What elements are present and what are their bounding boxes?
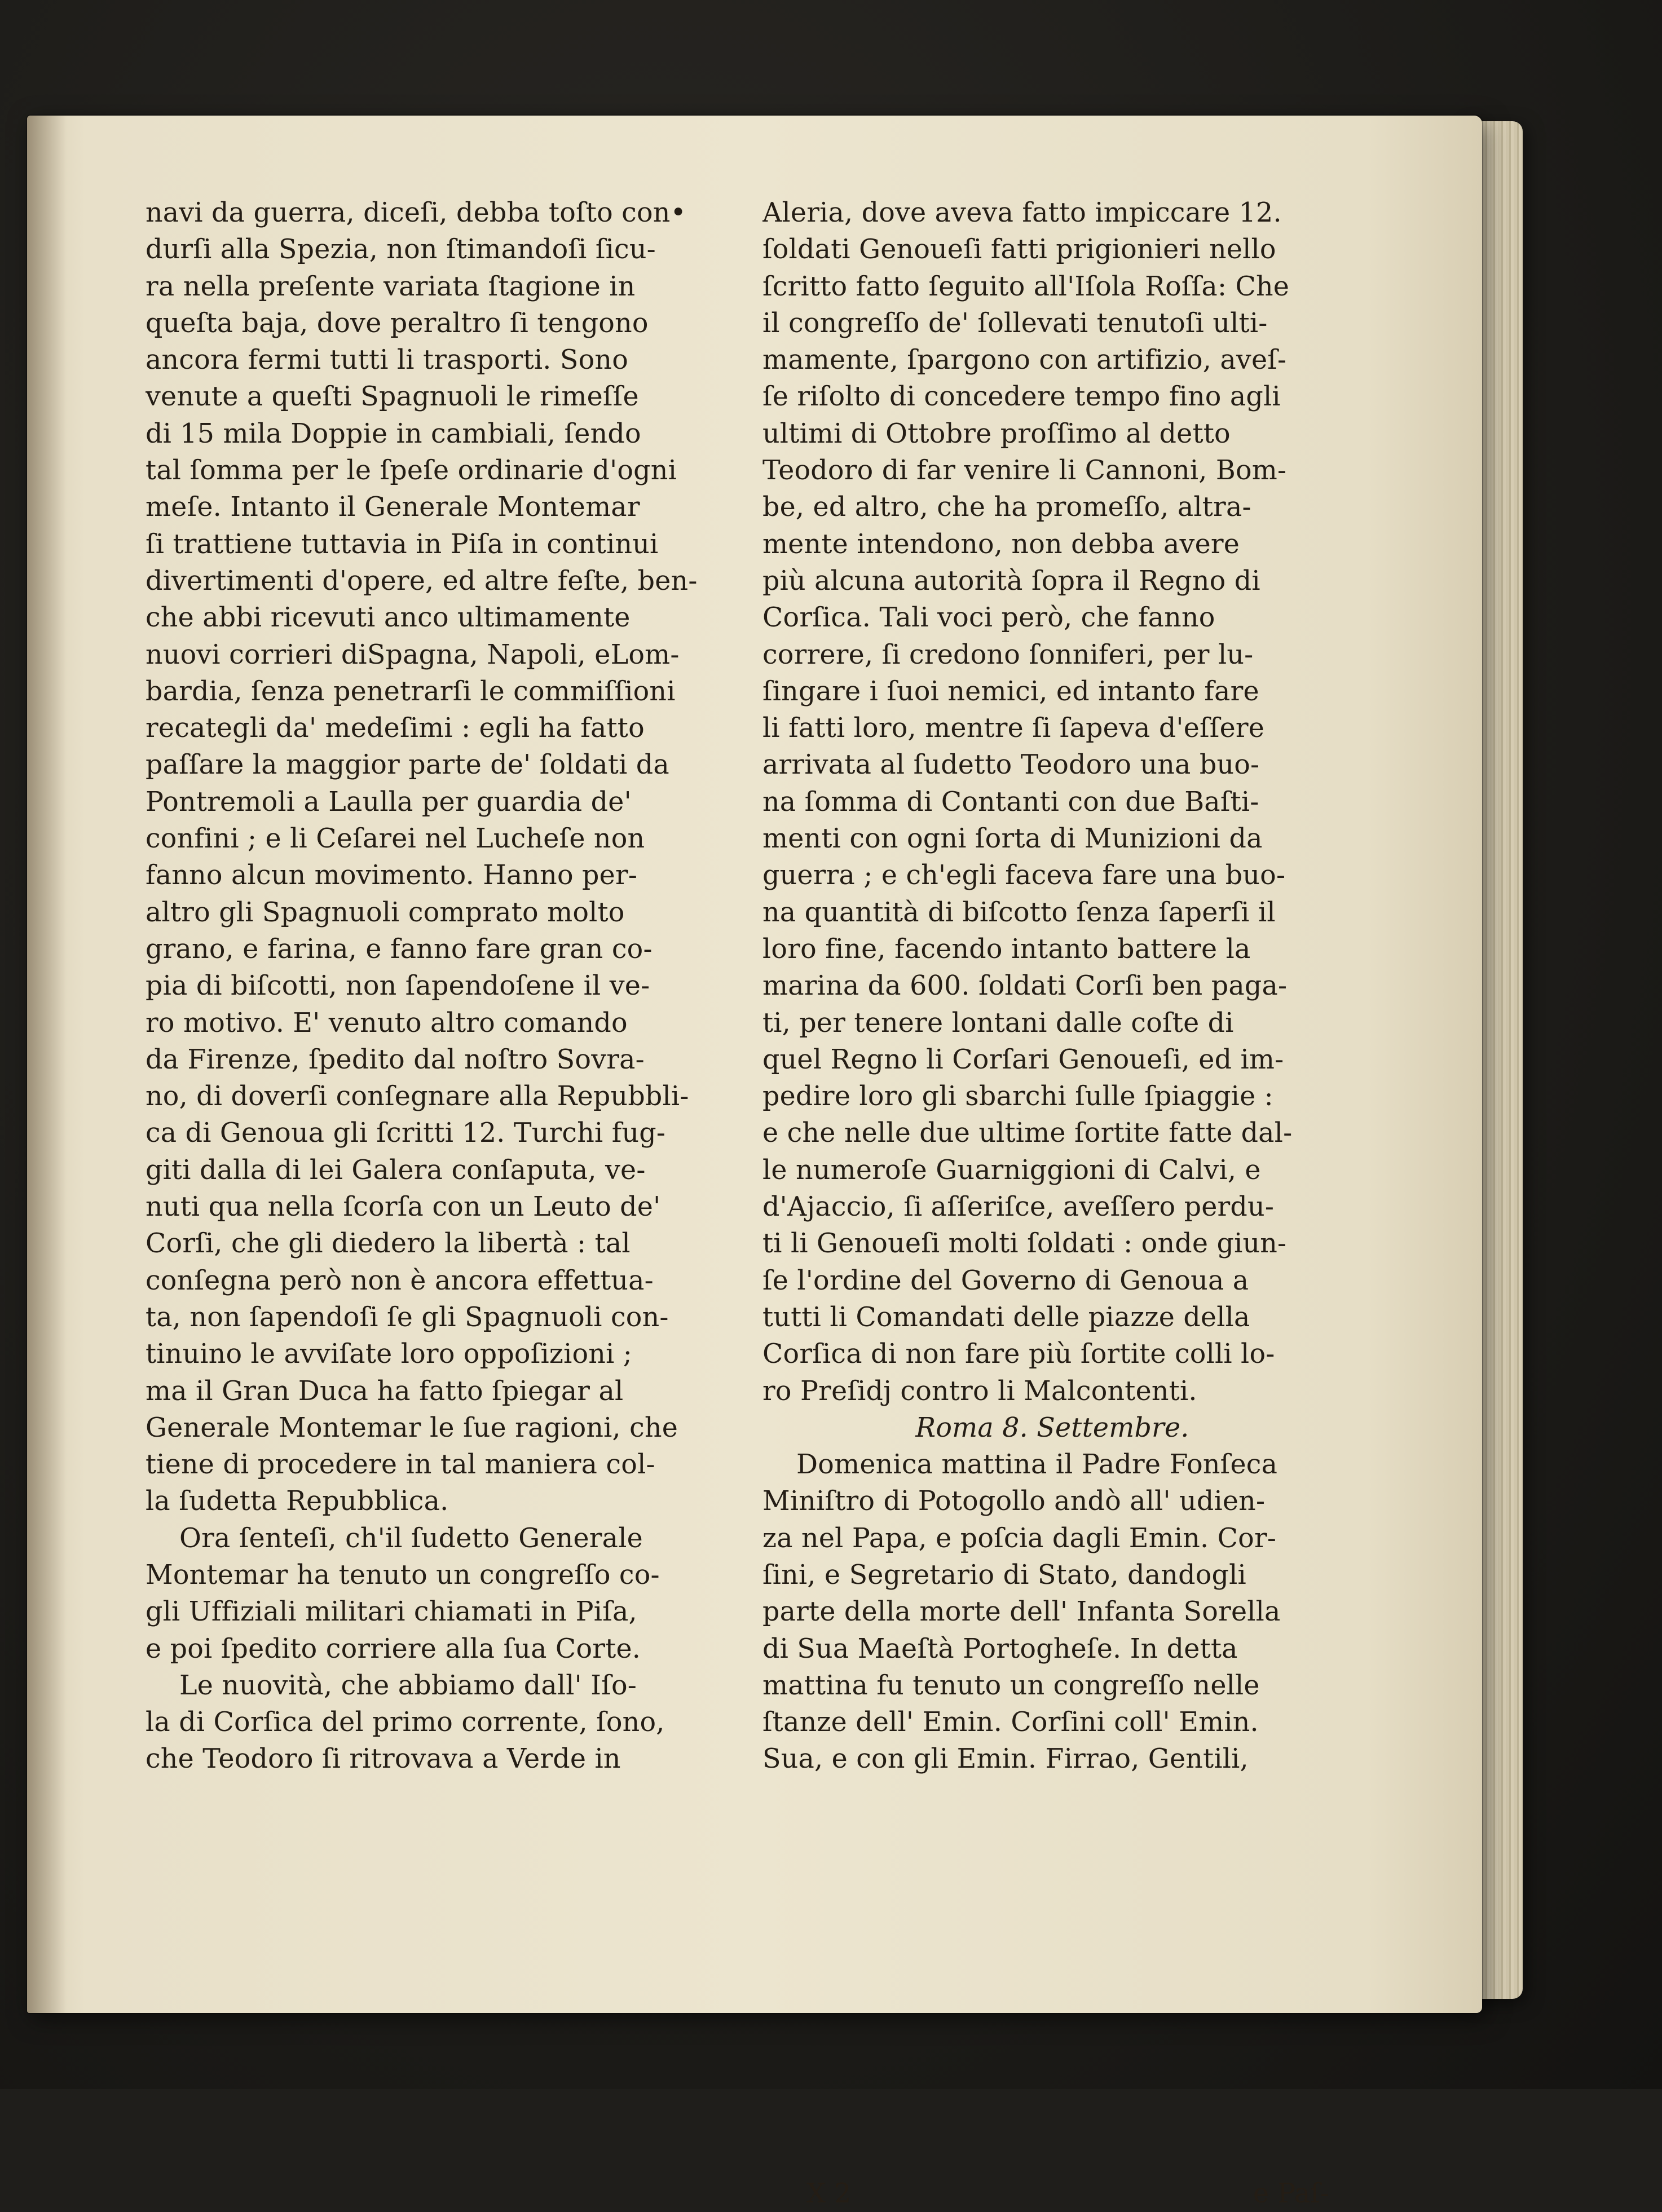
text-line: durſi alla Spezia, non ſtimandoſi ſicu- [146,234,656,266]
text-line: be, ed altro, che ha promeſſo, altra- [762,492,1251,523]
text-line: correre, ſi credono ſonniferi, per lu- [762,639,1254,670]
text-line: conſegna però non è ancora effettua- [146,1265,654,1296]
text-line: na ſomma di Contanti con due Baſti- [762,786,1259,818]
text-line: da Firenze, ſpedito dal noſtro Sovra- [146,1044,645,1075]
text-line: gli Uffiziali militari chiamati in Piſa, [146,1596,637,1628]
text-line: bardia, ſenza penetrarſi le commiſſioni [146,675,676,707]
text-line: Teodoro di far venire li Cannoni, Bom- [762,455,1287,487]
text-line: meſe. Intanto il Generale Montemar [146,492,640,523]
text-line: confini ; e li Ceſarei nel Lucheſe non [146,823,645,855]
text-line: e che nelle due ultime ſortite fatte dal- [762,1118,1293,1149]
text-line: tinuino le avviſate loro oppoſizioni ; [146,1339,632,1370]
text-line: ma il Gran Duca ha fatto ſpiegar al [146,1375,624,1407]
text-line: arrivata al ſudetto Teodoro una buo- [762,749,1260,781]
text-line: za nel Papa, e poſcia dagli Emin. Cor- [762,1522,1277,1554]
text-line: ca di Genoua gli ſcritti 12. Turchi fug- [146,1118,666,1149]
text-line: tal ſomma per le ſpeſe ordinarie d'ogni [146,455,677,487]
right-column [762,195,1342,1778]
text-line: parte della morte dell' Infanta Sorella [762,1596,1281,1628]
text-line: d'Ajaccio, ſi aſſeriſce, aveſſero perdu- [762,1191,1275,1223]
text-line: giti dalla di lei Galera conſaputa, ve- [146,1154,646,1186]
text-line: ro Preſidj contro li Malcontenti. [762,1375,1197,1407]
text-line: Ora ſenteſi, ch'il ſudetto Generale [179,1522,643,1554]
text-line: grano, e farina, e fanno fare gran co- [146,933,653,965]
text-line: ra nella preſente variata ſtagione in [146,271,636,302]
text-line: no, di doverſi conſegnare alla Repubbli- [146,1081,689,1112]
text-line: e poi ſpedito corriere alla ſua Corte. [146,1633,641,1664]
text-line: la di Corſica del primo corrente, ſono, [146,1707,665,1738]
left-column [146,195,732,1778]
text-line: Roma 8. Settembre. [915,1412,1189,1443]
text-line: ti li Genoueſi molti ſoldati : onde giun- [762,1228,1287,1260]
text-line: ancora fermi tutti li trasporti. Sono [146,345,628,376]
text-line: mamente, ſpargono con artifizio, aveſ- [762,345,1287,376]
text-line: ſoldati Genoueſi fatti prigionieri nello [762,234,1276,266]
text-line: di Sua Maeſtà Portogheſe. In detta [762,1633,1238,1664]
text-line: mattina fu tenuto un congreſſo nelle [762,1670,1260,1701]
text-line: il congreſſo de' ſollevati tenutoſi ulti- [762,307,1268,339]
text-line: Aleria, dove aveva fatto impiccare 12. [762,197,1282,228]
text-line: ſcritto fatto ſeguito all'Iſola Roſſa: Che [762,271,1290,302]
text-line: Le nuovità, che abbiamo dall' Iſo- [179,1670,637,1701]
text-line: tiene di procedere in tal maniera col- [146,1449,655,1481]
text-line: tutti li Comandati delle piazze della [762,1301,1250,1333]
text-line: che abbi ricevuti anco ultimamente [146,602,631,634]
text-line: venute a queſti Spagnuoli le rimeſſe [146,381,639,413]
text-line: loro fine, facendo intanto battere la [762,933,1251,965]
text-line: nuti qua nella ſcorſa con un Leuto de' [146,1191,661,1223]
text-line: Pontremoli a Laulla per guardia de' [146,786,632,818]
text-line: menti con ogni ſorta di Munizioni da [762,823,1263,855]
text-line: la ſudetta Repubblica. [146,1486,449,1517]
text-line: queſta baja, dove peraltro ſi tengono [146,307,649,339]
text-line: li fatti loro, mentre ſi ſapeva d'eſſere [762,713,1265,744]
text-line: ultimi di Ottobre proſſimo al detto [762,418,1231,449]
text-line: ta, non ſapendoſi ſe gli Spagnuoli con- [146,1301,669,1333]
text-line: le numeroſe Guarniggioni di Calvi, e [762,1154,1261,1186]
text-line: ſe riſolto di concedere tempo fino agli [762,381,1281,413]
text-line: marina da 600. ſoldati Corſi ben paga- [762,970,1288,1002]
text-line: ſtanze dell' Emin. Corſini coll' Emin. [762,1707,1259,1738]
text-line: di 15 mila Doppie in cambiali, ſendo [146,418,641,449]
text-line: che Teodoro ſi ritrovava a Verde in [146,1743,621,1775]
text-line: ſi trattiene tuttavia in Piſa in continui [146,528,659,560]
text-line: Corſi, che gli diedero la libertà : tal [146,1228,631,1260]
text-line: pedire loro gli sbarchi ſulle ſpiaggie : [762,1081,1273,1112]
text-line: ti, per tenere lontani dalle coſte di [762,1007,1234,1039]
text-line: ſingare i ſuoi nemici, ed intanto fare [762,675,1259,707]
text-line: paſſare la maggior parte de' ſoldati da [146,749,669,781]
catchword: e Paſ- [1253,2178,1329,2209]
text-line: ſe l'ordine del Governo di Genoua a [762,1265,1249,1296]
text-line: pia di biſcotti, non ſapendoſene il ve- [146,970,650,1002]
text-line: ro motivo. E' venuto altro comando [146,1007,628,1039]
text-line: Miniſtro di Potogollo andò all' udien- [762,1486,1266,1517]
text-line: Domenica mattina il Padre Fonſeca [796,1449,1278,1481]
text-line: mente intendono, non debba avere [762,528,1240,560]
text-line: Corſica. Tali voci però, che fanno [762,602,1215,634]
spine-shadow [27,116,67,2013]
text-line: più alcuna autorità ſopra il Regno di [762,565,1260,597]
text-line: recategli da' medeſimi : egli ha fatto [146,713,645,744]
text-line: divertimenti d'opere, ed altre feſte, ben- [146,565,698,597]
text-line: ſini, e Segretario di Stato, dandogli [762,1559,1246,1591]
signature-mark: X 2 [806,2178,852,2209]
text-line: fanno alcun movimento. Hanno per- [146,860,638,891]
text-line: Corſica di non fare più ſortite colli lo- [762,1339,1275,1370]
text-line: guerra ; e ch'egli faceva fare una buo- [762,860,1286,891]
text-line: Sua, e con gli Emin. Firrao, Gentili, [762,1743,1249,1775]
text-line: navi da guerra, diceſi, debba toſto con• [146,197,686,228]
text-line: Generale Montemar le ſue ragioni, che [146,1412,678,1443]
text-line: Montemar ha tenuto un congreſſo co- [146,1559,660,1591]
text-line: nuovi corrieri diSpagna, Napoli, eLom- [146,639,680,670]
text-line: na quantità di biſcotto ſenza ſaperſi il [762,897,1276,928]
text-line: altro gli Spagnuoli comprato molto [146,897,625,928]
text-line: quel Regno li Corſari Genoueſi, ed im- [762,1044,1284,1075]
